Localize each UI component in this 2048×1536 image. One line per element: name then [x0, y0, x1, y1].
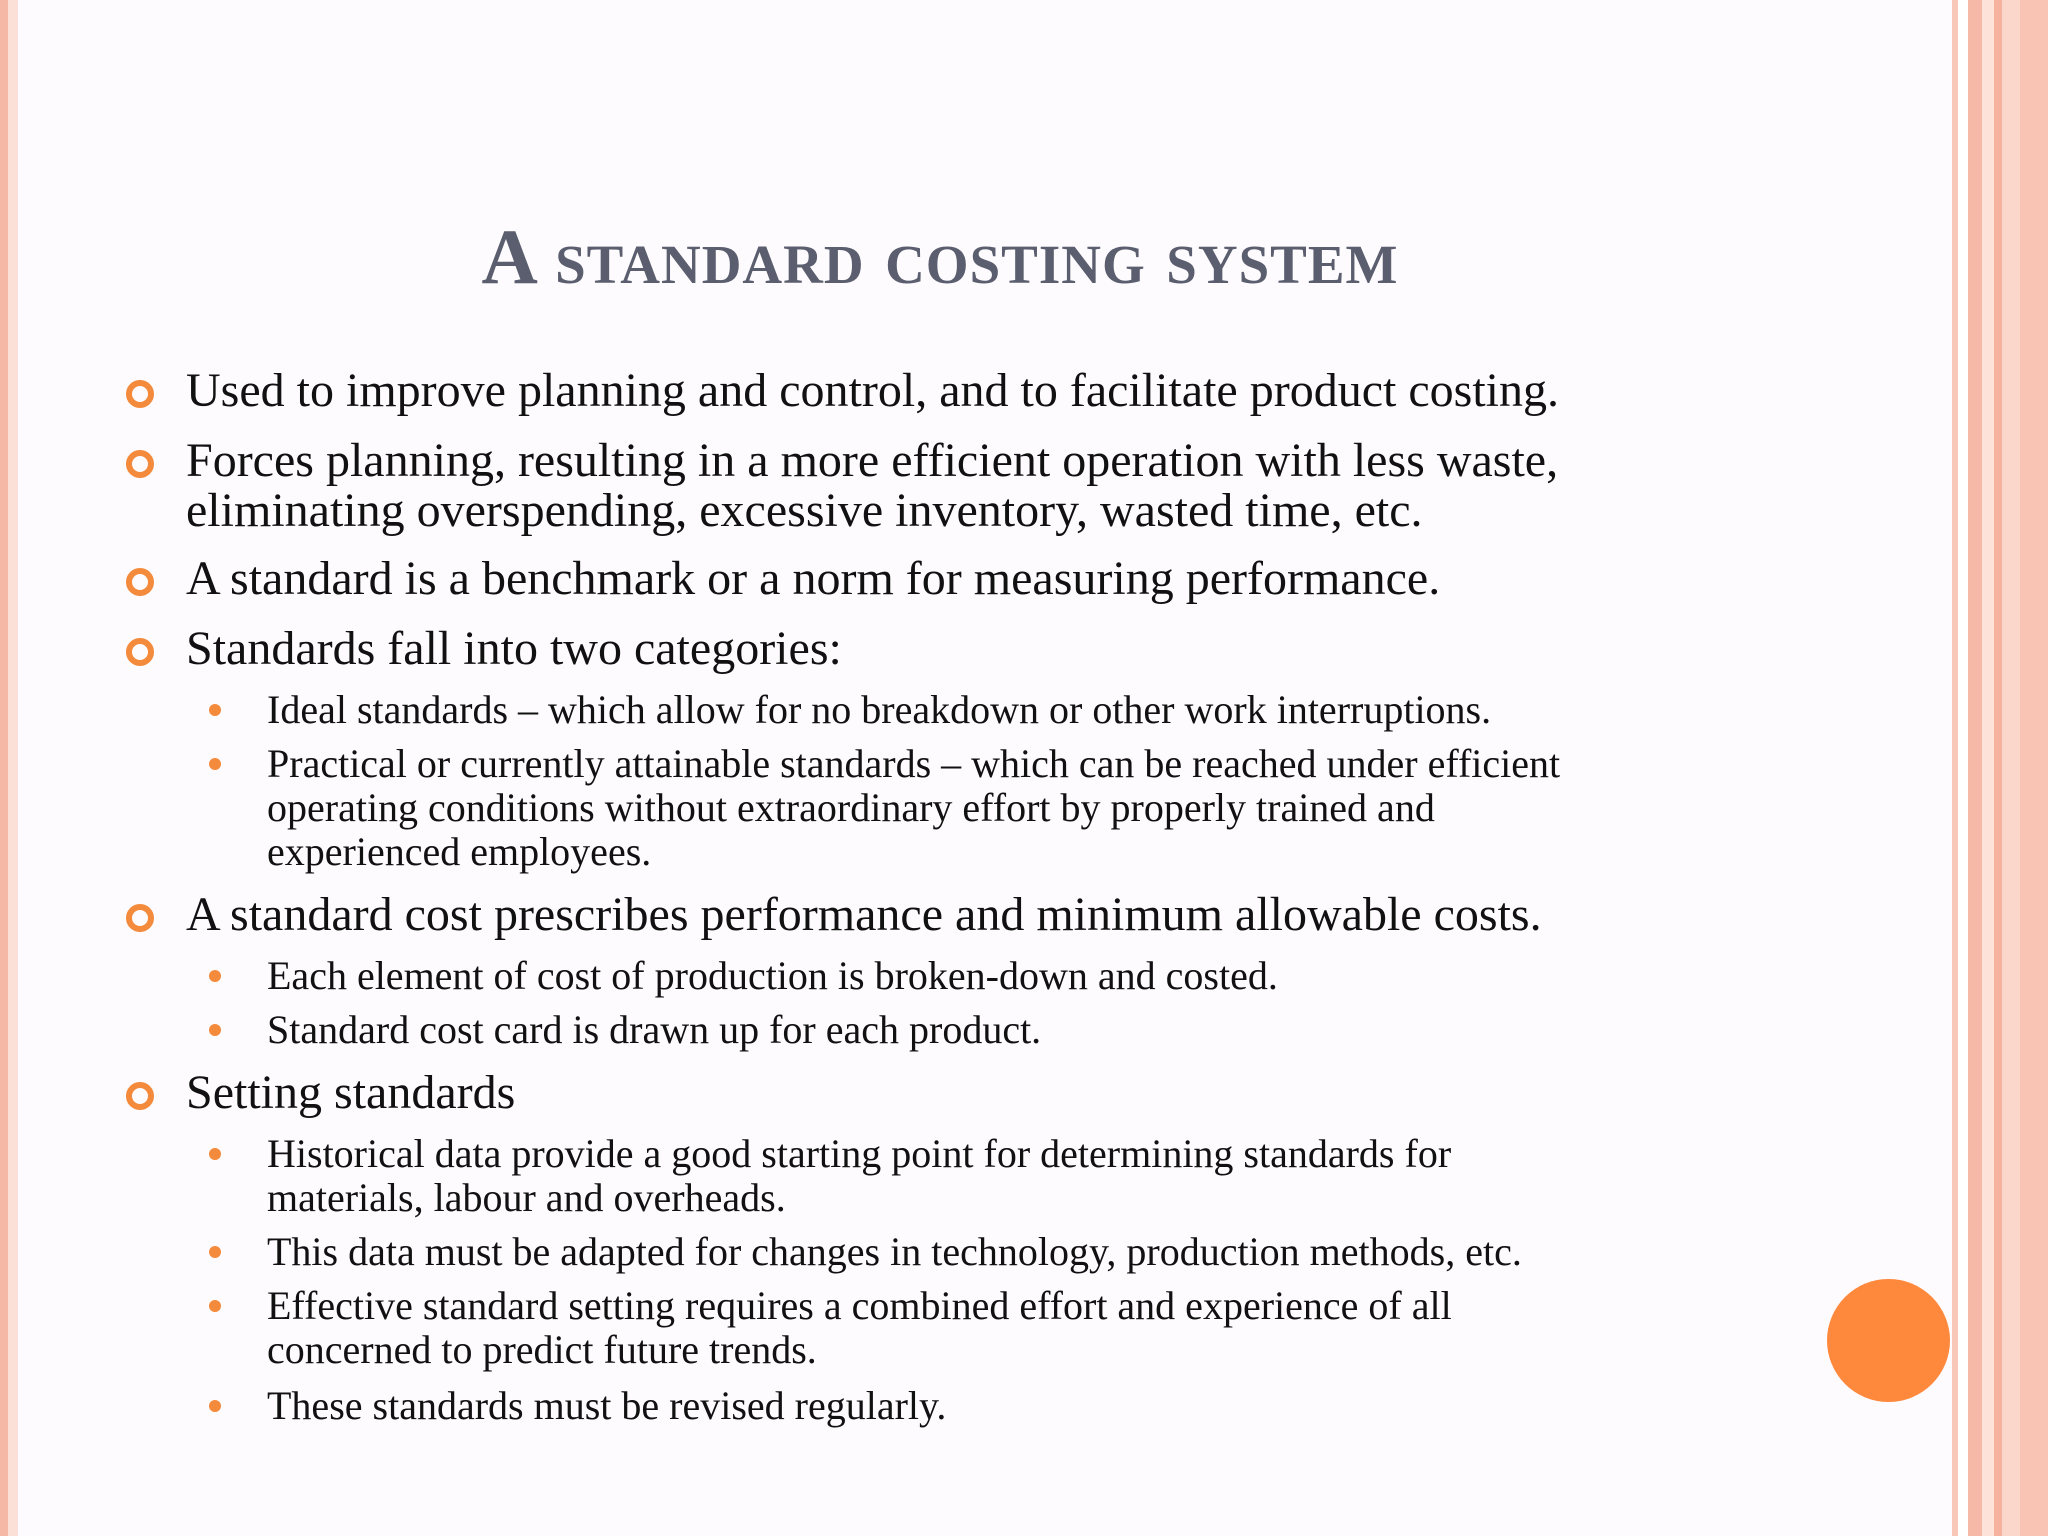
right-border-stripe-2 — [1958, 0, 1968, 1536]
dot-bullet-icon — [209, 704, 221, 716]
sub-bullet-text-line-2: operating conditions without extraordinary effort by properly trained and — [267, 785, 1435, 830]
sub-bullet-text-line-2: materials, labour and overheads. — [267, 1175, 786, 1220]
sub-bullet-text: This data must be adapted for changes in technology, production methods, etc. — [267, 1229, 1522, 1274]
sub-bullet-text: Practical or currently attainable standards – which can be reached under efficient — [267, 741, 1561, 786]
hollow-circle-bullet-icon — [126, 450, 154, 478]
sub-bullet-text: Each element of cost of production is broken-down and costed. — [267, 953, 1278, 998]
sub-bullet-text-line-3: experienced employees. — [267, 829, 652, 874]
hollow-circle-bullet-icon — [126, 380, 154, 408]
bullet-text: Forces planning, resulting in a more efficient operation with less waste, — [186, 434, 1559, 487]
bullet-text-line-2: eliminating overspending, excessive inventory, wasted time, etc. — [186, 484, 1423, 537]
dot-bullet-icon — [209, 1246, 221, 1258]
dot-bullet-icon — [209, 1300, 221, 1312]
sub-bullet-text: Effective standard setting requires a combined effort and experience of all — [267, 1283, 1452, 1328]
dot-bullet-icon — [209, 970, 221, 982]
hollow-circle-bullet-icon — [126, 1082, 154, 1110]
dot-bullet-icon — [209, 758, 221, 770]
right-border-stripe-7 — [2020, 0, 2048, 1536]
bullet-text: Standards fall into two categories: — [186, 622, 842, 675]
bullet-text: A standard is a benchmark or a norm for measuring performance. — [186, 552, 1441, 605]
hollow-circle-bullet-icon — [126, 568, 154, 596]
sub-bullet-text-line-2: concerned to predict future trends. — [267, 1327, 817, 1372]
hollow-circle-bullet-icon — [126, 904, 154, 932]
sub-bullet-text: Standard cost card is drawn up for each product. — [267, 1007, 1042, 1052]
sub-bullet-text: Ideal standards – which allow for no breakdown or other work interruptions. — [267, 687, 1492, 732]
right-border-stripe-3 — [1968, 0, 1982, 1536]
dot-bullet-icon — [209, 1024, 221, 1036]
bullet-text: A standard cost prescribes performance and minimum allowable costs. — [186, 888, 1542, 941]
orange-circle-decoration-icon — [1827, 1279, 1950, 1402]
bullet-text: Used to improve planning and control, and to facilitate product costing. — [186, 364, 1559, 417]
sub-bullet-text: These standards must be revised regularly. — [267, 1383, 947, 1428]
dot-bullet-icon — [209, 1400, 221, 1412]
sub-bullet-text: Historical data provide a good starting point for determining standards for — [267, 1131, 1452, 1176]
dot-bullet-icon — [209, 1148, 221, 1160]
right-border-stripe-6 — [2002, 0, 2020, 1536]
right-border-stripe-5 — [1994, 0, 2002, 1536]
hollow-circle-bullet-icon — [126, 638, 154, 666]
bullet-text: Setting standards — [186, 1066, 516, 1119]
right-border-stripe-4 — [1982, 0, 1994, 1536]
slide-title: A standard costing system — [481, 213, 1399, 300]
